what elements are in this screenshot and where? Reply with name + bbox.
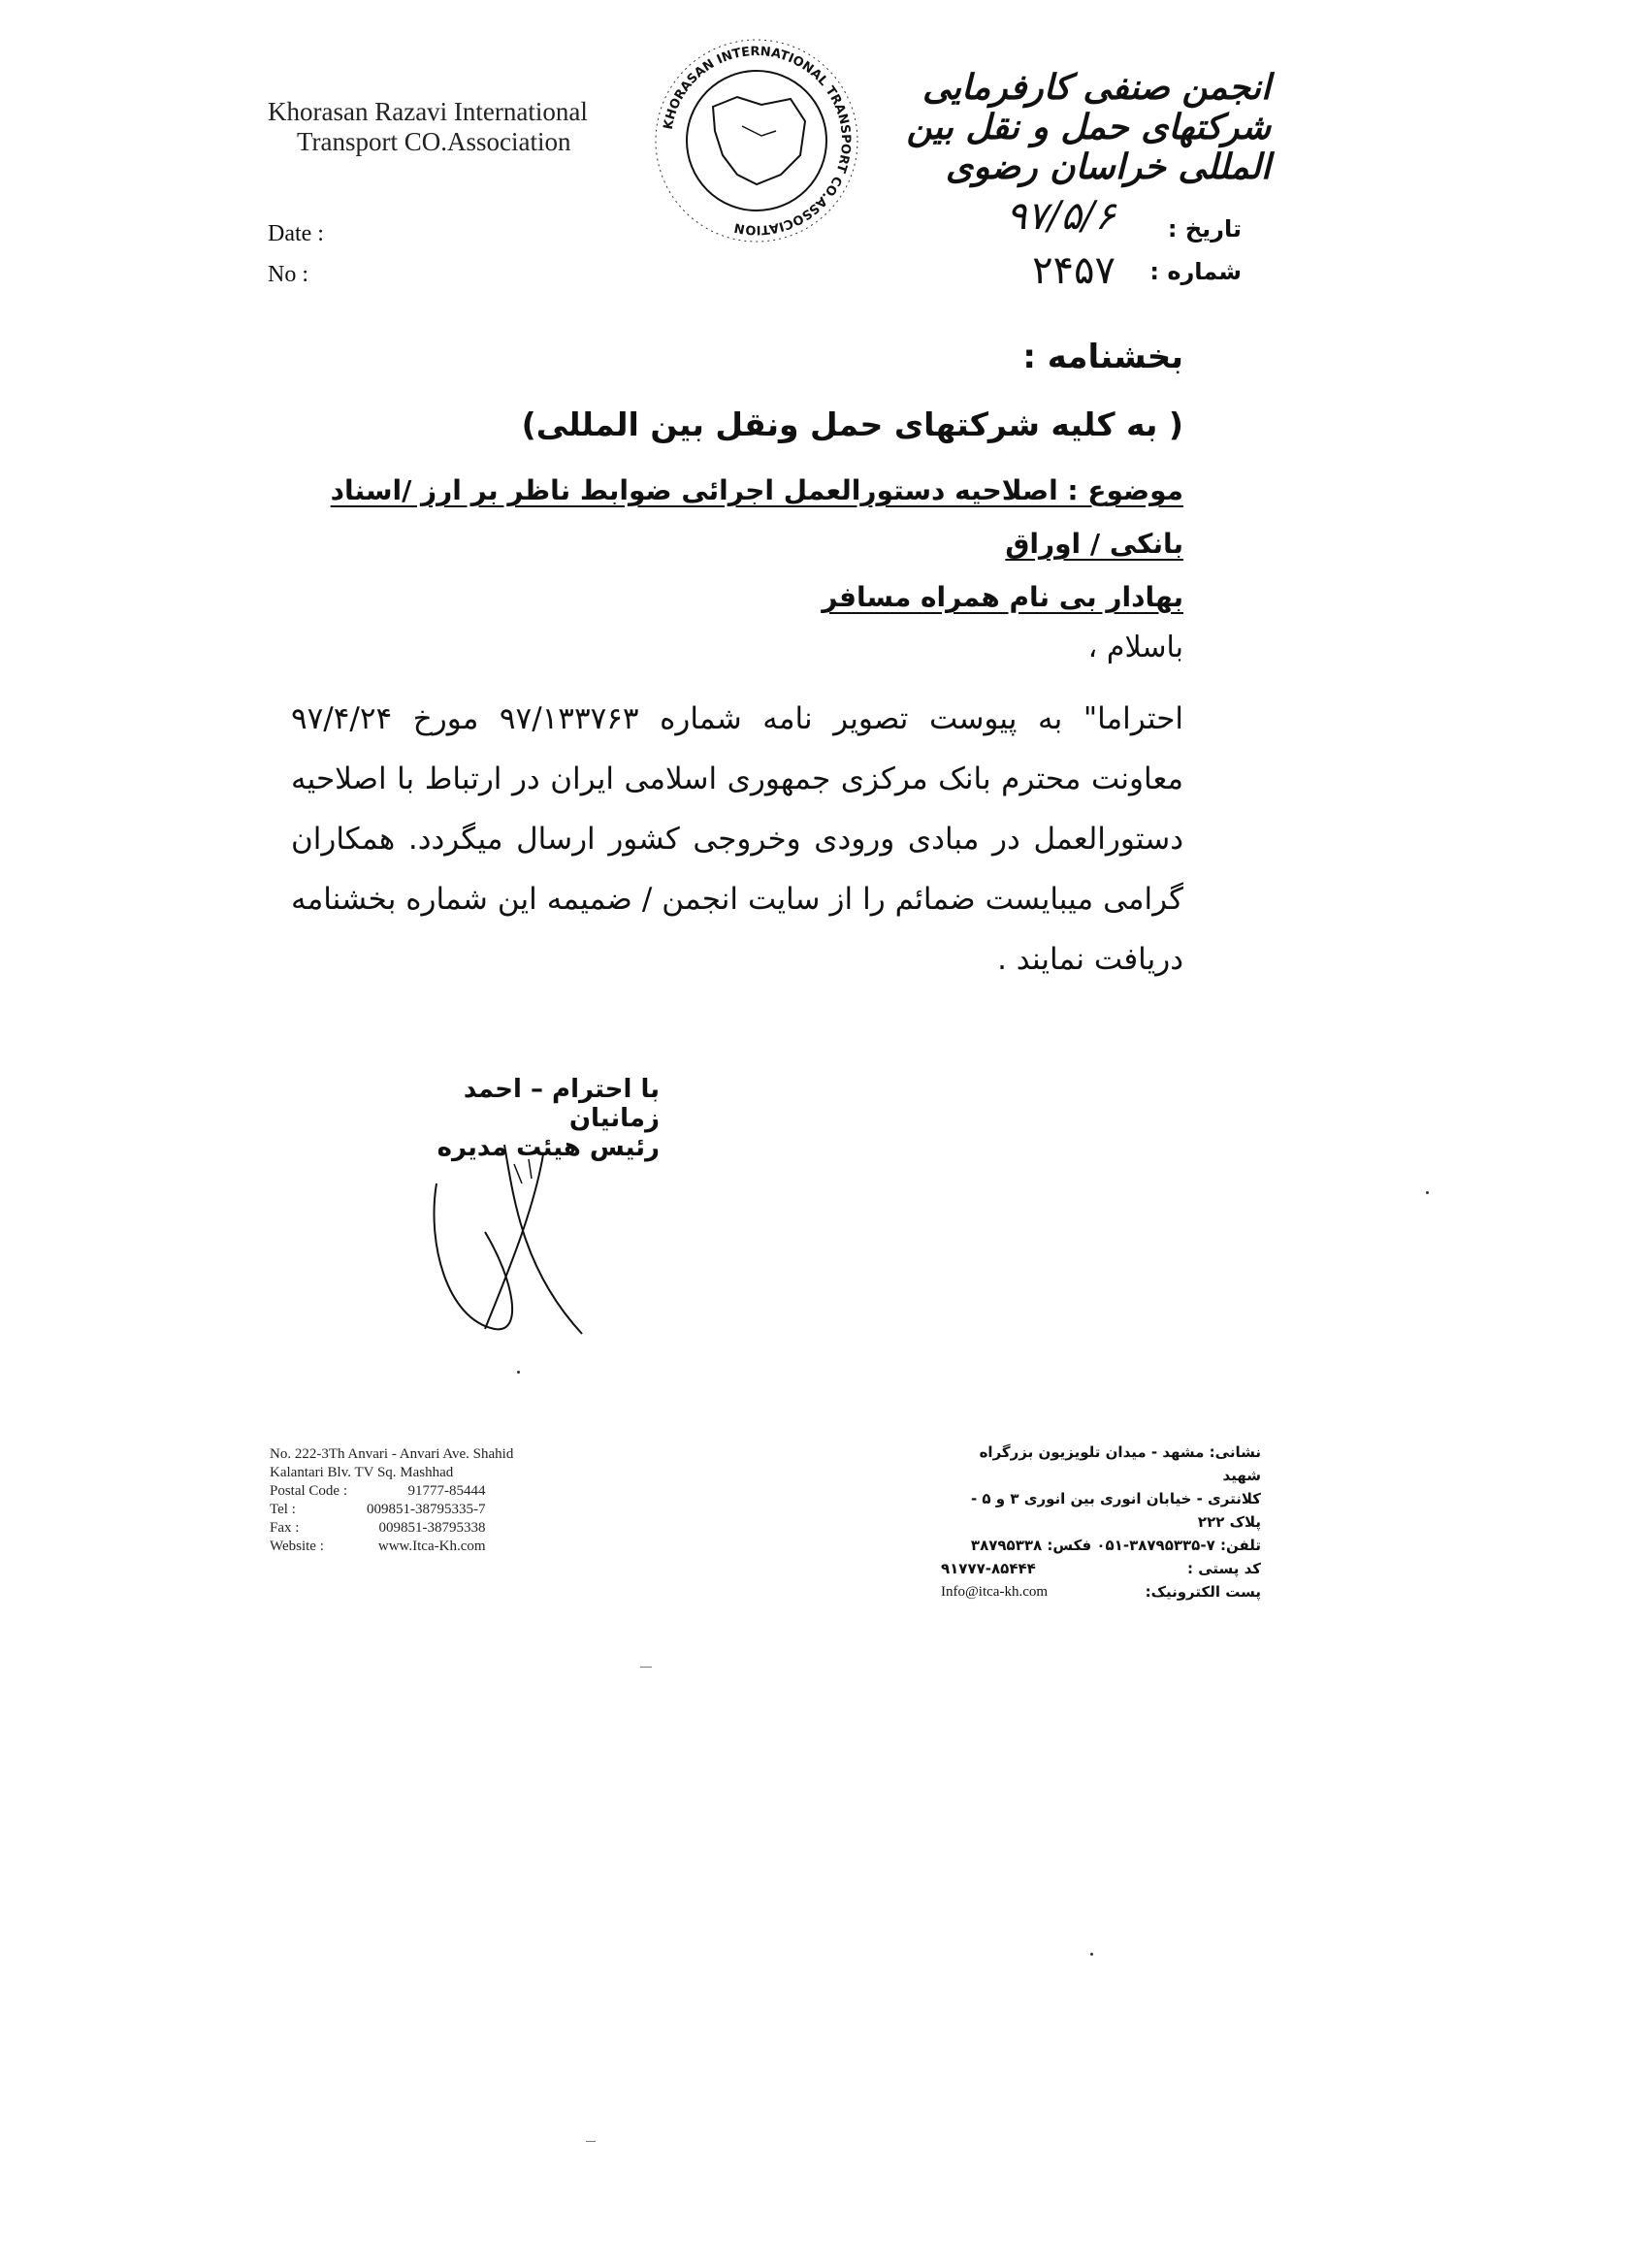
date-value: ۹۷/۵/۶ — [1006, 194, 1116, 239]
footer-row-postal — [270, 1482, 486, 1501]
tel-value: 009851-38795335-7 — [367, 1502, 486, 1517]
addressee: ( به کلیه شرکتهای حمل ونقل بین المللی) — [521, 405, 1183, 443]
footer-row-fax — [270, 1519, 486, 1538]
number-value: ۲۴۵۷ — [1032, 248, 1116, 293]
greeting: باسلام ، — [1087, 631, 1183, 664]
letter-body: احتراما" به پیوست تصویر نامه شماره ۹۷/۱۳۳۷۶۳ مورخ ۹۷/۴/۲۴ معاونت محترم بانک مرکزی جمهوری اسلامی ایران در ارتباط با اصلاحیه دستورالعمل در مبادی ورودی وخروجی کشور ارسال میگردد. همکاران گرامی میبایست ضمائم را از سایت انجمن / ضمیمه این شماره بخشنامه دریافت نمایند . — [291, 701, 1183, 977]
footer-address-line-1: No. 222-3Th Anvari - Anvari Ave. Shahid — [270, 1446, 514, 1462]
signatory-name: با احترام – احمد زمانیان — [463, 1075, 660, 1133]
scan-speck — [586, 2141, 596, 2142]
footer-fa-email-row — [941, 1580, 1261, 1604]
subject-line-2: بهادار بی نام همراه مسافر — [822, 581, 1183, 613]
fax-value: 009851-38795338 — [378, 1520, 486, 1536]
org-name-fa: انجمن صنفی کارفرمایی شرکتهای حمل و نقل بین المللی خراسان رضوی — [906, 68, 1271, 187]
subject-line-1: موضوع : اصلاحیه دستورالعمل اجرائی ضوابط ناظر بر ارز /اسناد بانکی / اوراق — [330, 474, 1183, 560]
scan-speck — [517, 1371, 520, 1374]
footer-fa-email-label: پست الکترونیک: — [1145, 1583, 1261, 1601]
footer-address-line-2: Kalantari Blv. TV Sq. Mashhad — [270, 1465, 454, 1480]
org-name-en — [268, 97, 588, 157]
subject — [310, 464, 1183, 624]
date-label-en: Date : — [268, 221, 324, 246]
scan-speck — [640, 1667, 652, 1668]
website-value: www.Itca-Kh.com — [377, 1539, 486, 1554]
org-name-en-line-1: Khorasan Razavi International — [268, 97, 588, 126]
footer-fa-email-value: Info@itca-kh.com — [941, 1584, 1049, 1600]
footer-row-tel — [270, 1501, 486, 1519]
scan-speck — [1090, 1953, 1093, 1956]
postal-value: 91777-85444 — [407, 1483, 486, 1499]
footer-contact-en — [270, 1445, 513, 1556]
footer-fa-postal-value: ۹۱۷۷۷-۸۵۴۴۴ — [941, 1560, 1036, 1577]
no-label-fa: شماره : — [1149, 258, 1242, 285]
footer-contact-fa — [941, 1441, 1261, 1604]
logo-ring-text: KHORASAN INTERNATIONAL TRANSPORT CO.ASSOCIATION — [661, 44, 854, 238]
org-name-en-line-2: Transport CO.Association — [297, 127, 571, 156]
footer-fa-address-1: نشانی: مشهد - میدان تلویزیون بزرگراه شهید — [979, 1443, 1261, 1484]
footer-fa-postal-label: کد پستی : — [1186, 1560, 1261, 1577]
signatory-position: رئیس هیئت مدیره — [436, 1133, 660, 1162]
handwritten-signature — [407, 1125, 601, 1348]
date-label-fa: تاریخ : — [1167, 215, 1242, 243]
footer-fa-postal-row — [941, 1557, 1261, 1580]
footer-row-website — [270, 1538, 486, 1556]
circular-title: بخشنامه : — [1022, 338, 1183, 376]
scan-speck — [1426, 1191, 1429, 1194]
postal-label: Postal Code : — [270, 1483, 348, 1499]
no-label-en: No : — [268, 262, 308, 287]
tel-label: Tel : — [270, 1502, 296, 1517]
svg-text:KHORASAN INTERNATIONAL TRANSPO — [662, 45, 853, 237]
fax-label: Fax : — [270, 1520, 300, 1536]
footer-fa-phone: تلفن: ۷-۳۸۷۹۵۳۳۵-۰۵۱ فکس: ۳۸۷۹۵۳۳۸ — [970, 1537, 1261, 1554]
footer-fa-address-2: کلانتری - خیابان انوری بین انوری ۳ و ۵ - پلاک ۲۲۲ — [970, 1490, 1261, 1531]
website-label: Website : — [270, 1539, 324, 1554]
association-logo — [645, 29, 868, 252]
footer-contact-table — [270, 1482, 486, 1556]
